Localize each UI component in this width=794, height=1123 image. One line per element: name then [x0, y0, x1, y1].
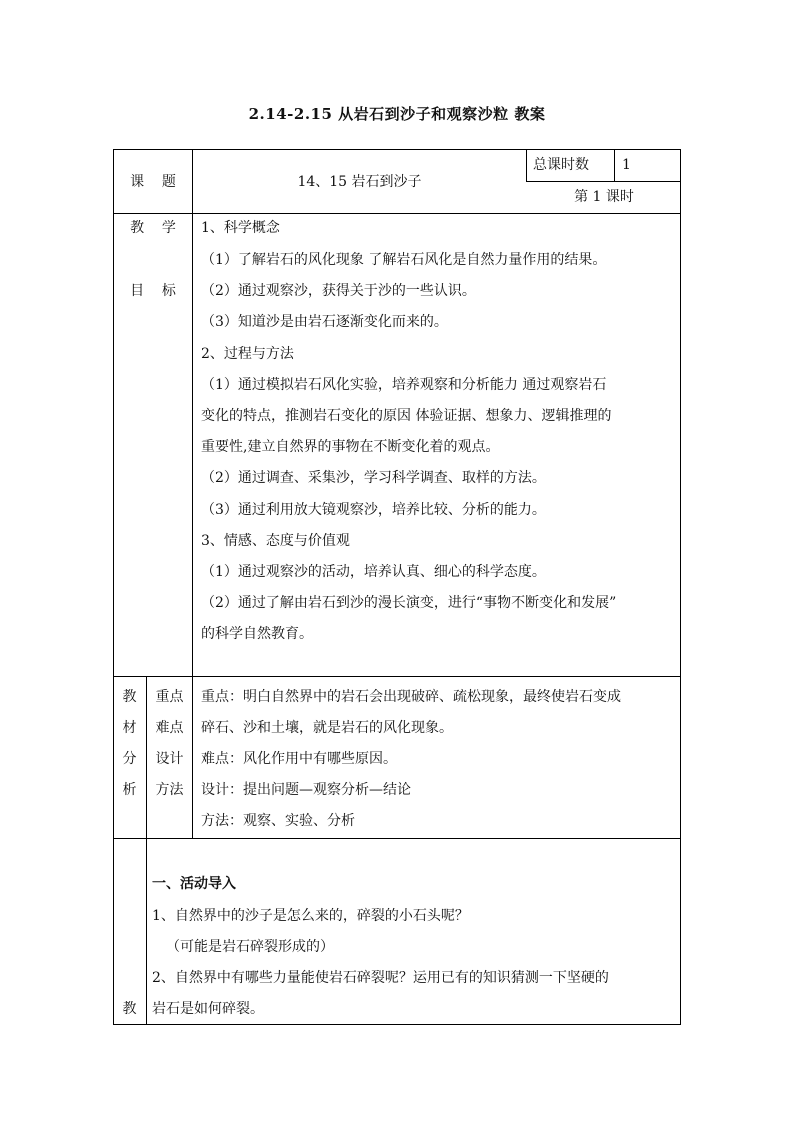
- subject-label: 课 题: [130, 174, 176, 190]
- row-divider-period: [526, 181, 681, 182]
- row-divider-objectives: [113, 676, 681, 677]
- analysis-line: 难点：风化作用中有哪些原因。: [201, 751, 397, 767]
- lesson-name: 14、15 岩石到沙子: [297, 174, 422, 190]
- analysis-line: 碎石、沙和土壤，就是岩石的风化现象。: [201, 720, 453, 736]
- objective-line: 的科学自然教育。: [201, 626, 313, 642]
- process-outer-label: 教: [122, 1001, 137, 1017]
- col-divider-total-value: [614, 149, 615, 182]
- total-hours-label: 总课时数: [533, 157, 589, 173]
- process-line: 2、自然界中有哪些力量能使岩石碎裂呢？运用已有的知识猜测一下坚硬的: [152, 970, 609, 986]
- analysis-inner-label: 设计: [155, 751, 184, 767]
- objective-line: 变化的特点，推测岩石变化的原因 体验证据、想象力、逻辑推理的: [201, 408, 612, 424]
- objectives-label-top: 教 学: [130, 220, 176, 236]
- objective-line: （2）通过观察沙，获得关于沙的一些认识。: [201, 283, 476, 299]
- objective-line: （3）知道沙是由岩石逐渐变化而来的。: [201, 314, 448, 330]
- col-divider-label: [192, 149, 193, 839]
- objectives-label-bottom: 目 标: [130, 283, 176, 299]
- row-divider-header: [113, 213, 681, 214]
- analysis-outer-label: 材: [122, 720, 137, 736]
- process-line: （可能是岩石碎裂形成的）: [166, 939, 334, 955]
- row-divider-analysis: [113, 838, 681, 839]
- analysis-outer-label: 析: [122, 782, 137, 798]
- period-label: 第 1 课时: [574, 189, 634, 205]
- analysis-line: 设计：提出问题—观察分析—结论: [201, 782, 411, 798]
- analysis-outer-label: 分: [122, 751, 137, 767]
- analysis-inner-label: 重点: [155, 689, 184, 705]
- page-title: 2.14-2.15 从岩石到沙子和观察沙粒 教案: [248, 105, 546, 123]
- table-right-border: [680, 149, 681, 1025]
- objective-line: 3、情感、态度与价值观: [201, 533, 350, 549]
- table-bottom-border: [113, 1024, 681, 1025]
- analysis-line: 重点：明白自然界中的岩石会出现破碎、疏松现象，最终使岩石变成: [201, 689, 621, 705]
- objective-line: （1）通过观察沙的活动，培养认真、细心的科学态度。: [201, 564, 546, 580]
- analysis-outer-label: 教: [122, 689, 137, 705]
- col-divider-total: [526, 149, 527, 182]
- objective-line: （2）通过调查、采集沙，学习科学调查、取样的方法。: [201, 470, 546, 486]
- table-top-border: [113, 149, 681, 150]
- objective-line: （1）了解岩石的风化现象 了解岩石风化是自然力量作用的结果。: [201, 252, 607, 268]
- objective-line: （1）通过模拟岩石风化实验，培养观察和分析能力 通过观察岩石: [201, 377, 607, 393]
- analysis-inner-label: 难点: [155, 720, 184, 736]
- objective-line: （2）通过了解由岩石到沙的漫长演变，进行“事物不断变化和发展”: [201, 595, 617, 611]
- process-line: 岩石是如何碎裂。: [152, 1001, 264, 1017]
- process-line: 1、自然界中的沙子是怎么来的，碎裂的小石头呢？: [152, 908, 469, 924]
- objective-line: （3）通过利用放大镜观察沙，培养比较、分析的能力。: [201, 502, 546, 518]
- total-hours-value: 1: [622, 157, 631, 173]
- analysis-inner-label: 方法: [155, 782, 184, 798]
- objective-line: 重要性,建立自然界的事物在不断变化着的观点。: [201, 439, 500, 455]
- objective-line: 2、过程与方法: [201, 346, 294, 362]
- process-heading: 一、活动导入: [152, 876, 236, 892]
- objective-line: 1、科学概念: [201, 220, 280, 236]
- analysis-line: 方法：观察、实验、分析: [201, 813, 355, 829]
